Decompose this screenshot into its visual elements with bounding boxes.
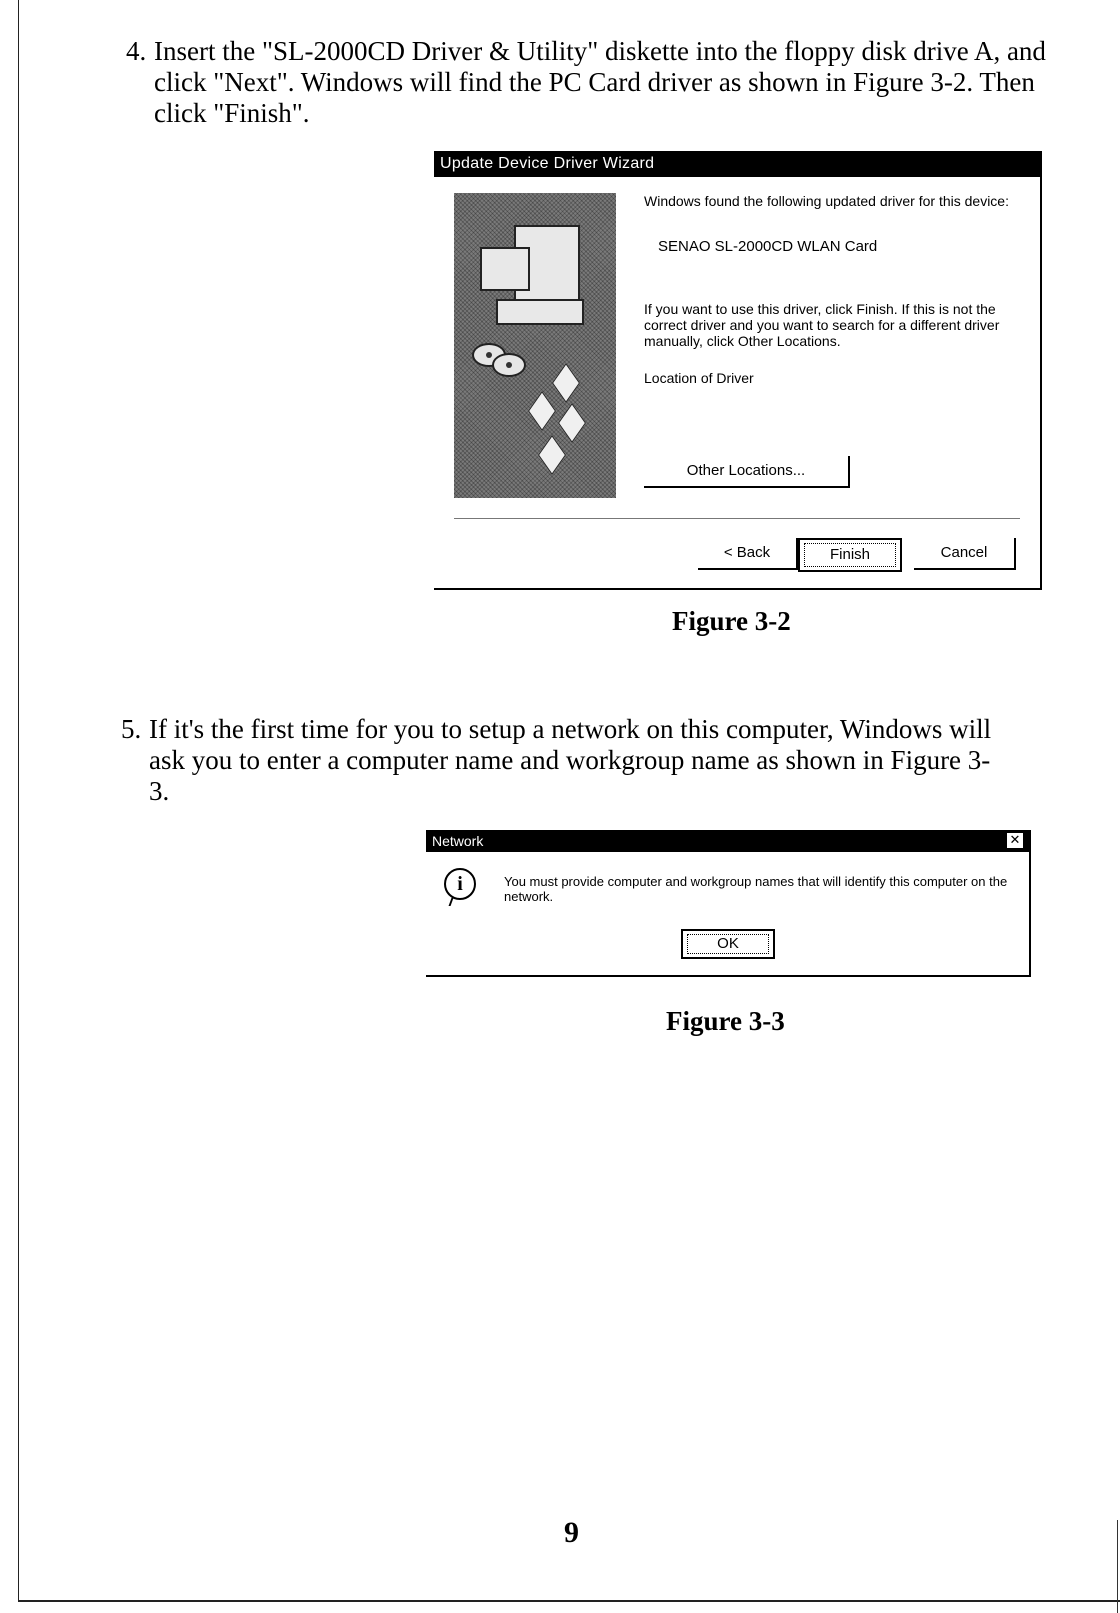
finish-button[interactable] — [798, 538, 902, 572]
finish-button-label: Finish — [804, 543, 896, 567]
ok-button-label: OK — [687, 934, 769, 954]
step-5 — [121, 714, 1001, 807]
close-icon[interactable]: ✕ — [1007, 833, 1023, 848]
step-text: Insert the "SL-2000CD Driver & Utility" diskette into the floppy disk drive A, and click "Next". Windows will find the PC Card driver as shown in Figure 3-2. Then click "Finish". — [154, 36, 1046, 128]
step-4 — [126, 36, 1056, 129]
update-driver-wizard-dialog — [434, 151, 1042, 590]
floppy-disk-icon — [528, 391, 556, 431]
step-text: If it's the first time for you to setup a network on this computer, Windows will ask you to enter a computer name and workgroup name as shown in Figure 3-3. — [149, 714, 992, 806]
cancel-button[interactable]: Cancel — [914, 538, 1016, 570]
device-name: SENAO SL-2000CD WLAN Card — [658, 238, 878, 255]
info-icon: i — [444, 868, 476, 900]
computer-monitor-icon — [480, 247, 530, 291]
floppy-disk-icon — [558, 403, 586, 443]
page-border-bottom — [18, 1600, 1120, 1602]
computer-base-icon — [496, 299, 584, 325]
found-driver-text: Windows found the following updated driver for this device: — [644, 193, 1009, 209]
step-number: 4. — [126, 36, 147, 66]
back-button[interactable]: < Back — [698, 538, 798, 570]
page-border-left — [18, 0, 19, 1600]
floppy-disk-icon — [552, 363, 580, 403]
figure-caption: Figure 3-3 — [666, 1006, 785, 1036]
ok-button[interactable] — [681, 929, 775, 959]
network-message: You must provide computer and workgroup names that will identify this computer on the network. — [504, 874, 1008, 904]
cd-disc-icon — [492, 353, 526, 377]
wizard-title-bar: Update Device Driver Wizard — [434, 151, 1040, 177]
wizard-illustration — [454, 193, 616, 498]
step-number: 5. — [121, 714, 142, 744]
location-of-driver-label: Location of Driver — [644, 370, 754, 386]
network-title-bar — [426, 830, 1029, 852]
other-locations-button[interactable]: Other Locations... — [644, 456, 850, 488]
network-dialog — [426, 830, 1031, 977]
floppy-disk-icon — [538, 435, 566, 475]
page-number: 9 — [564, 1516, 579, 1549]
driver-instructions: If you want to use this driver, click Finish. If this is not the correct driver and you want to search for a different driver manually, click Other Locations. — [644, 301, 1000, 349]
figure-caption: Figure 3-2 — [672, 606, 791, 636]
wizard-separator — [454, 518, 1020, 519]
network-title: Network — [432, 833, 484, 849]
page-border-right — [1117, 1520, 1118, 1613]
